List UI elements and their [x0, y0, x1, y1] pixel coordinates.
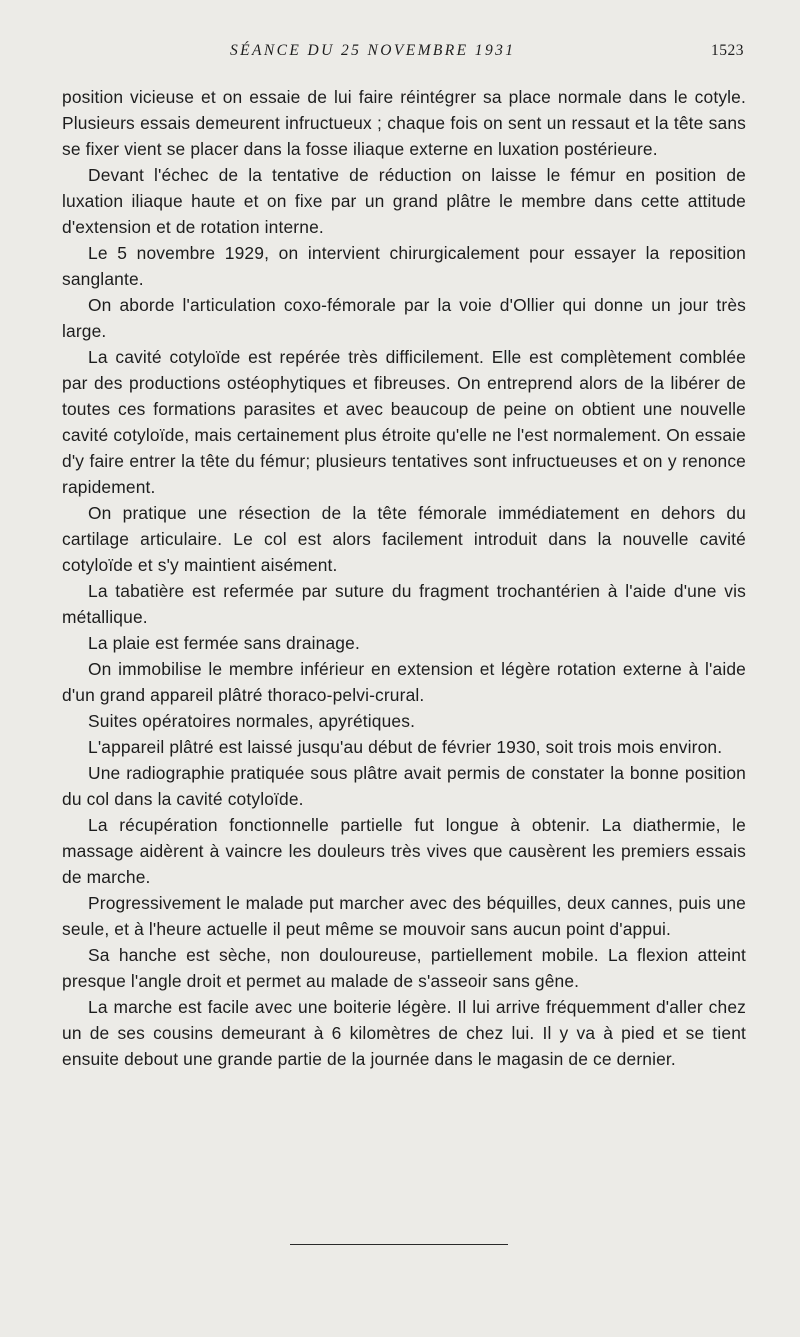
paragraph: Devant l'échec de la tentative de réduction on laisse le fémur en position de luxation iliaque haute et on fixe par un grand plâtre le membre dans cette attitude d'extension et de rotation interne.	[62, 165, 746, 237]
paragraph: La marche est facile avec une boiterie légère. Il lui arrive fréquemment d'aller chez un de ses cousins demeurant à 6 kilomètres de chez lui. Il y va à pied et se tient ensuite debout une grande partie de la journée dans le magasin de ce dernier.	[62, 997, 746, 1069]
header-title: SÉANCE DU 25 NOVEMBRE 1931	[230, 42, 516, 59]
paragraph: On pratique une résection de la tête fémorale immédiatement en dehors du cartilage articulaire. Le col est alors facilement introduit dans la nouvelle cavité cotyloïde et s'y maintient aisément.	[62, 503, 746, 575]
paragraph: On immobilise le membre inférieur en extension et légère rotation externe à l'aide d'un grand appareil plâtré thoraco-pelvi-crural.	[62, 659, 746, 705]
paragraph: position vicieuse et on essaie de lui faire réintégrer sa place normale dans le cotyle. Plusieurs essais demeurent infructueux ; chaque fois on sent un ressaut et la tête sans se fixer vient se placer dans la fosse iliaque externe en luxation postérieure.	[62, 87, 746, 159]
paragraph: La cavité cotyloïde est repérée très difficilement. Elle est complètement comblée par des productions ostéophytiques et fibreuses. On entreprend alors de la libérer de toutes ces formations parasites et avec beaucoup de peine on obtient une nouvelle cavité cotyloïde, mais certainement plus étroite qu'elle ne l'est normalement. On essaie d'y faire entrer la tête du fémur; plusieurs tentatives sont infructueuses et on y renonce rapidement.	[62, 347, 746, 497]
end-rule	[290, 1244, 508, 1245]
paragraph: Le 5 novembre 1929, on intervient chirurgicalement pour essayer la reposition sanglante.	[62, 243, 746, 289]
running-header	[62, 42, 744, 64]
paragraph: Suites opératoires normales, apyrétiques.	[88, 711, 416, 731]
paragraph: Progressivement le malade put marcher avec des béquilles, deux cannes, puis une seule, et à l'heure actuelle il peut même se mouvoir sans aucun point d'appui.	[62, 893, 746, 939]
paragraph: La récupération fonctionnelle partielle fut longue à obtenir. La diathermie, le massage aidèrent à vaincre les douleurs très vives que causèrent les premiers essais de marche.	[62, 815, 746, 887]
paragraph: Sa hanche est sèche, non douloureuse, partiellement mobile. La flexion atteint presque l'angle droit et permet au malade de s'asseoir sans gêne.	[62, 945, 746, 991]
body-text	[62, 84, 746, 1072]
paragraph: L'appareil plâtré est laissé jusqu'au début de février 1930, soit trois mois environ.	[88, 737, 723, 757]
paragraph: La tabatière est refermée par suture du fragment trochantérien à l'aide d'une vis métallique.	[62, 581, 746, 627]
paragraph: On aborde l'articulation coxo-fémorale par la voie d'Ollier qui donne un jour très large.	[62, 295, 746, 341]
page-number: 1523	[711, 42, 744, 59]
paragraph: Une radiographie pratiquée sous plâtre avait permis de constater la bonne position du col dans la cavité cotyloïde.	[62, 763, 746, 809]
paragraph: La plaie est fermée sans drainage.	[88, 633, 360, 653]
